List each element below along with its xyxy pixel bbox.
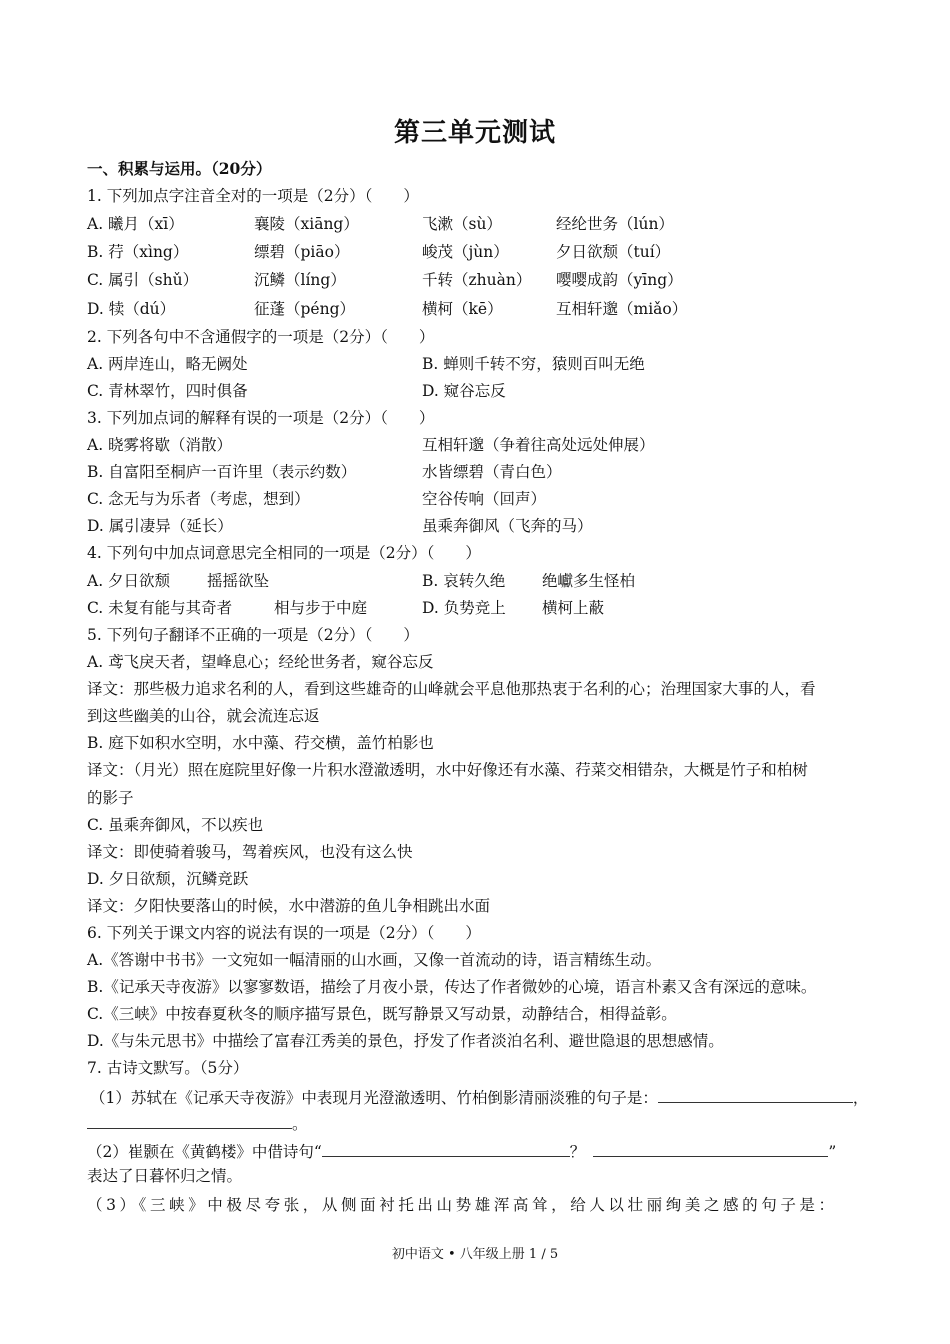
q7-part-1-cont [87, 1113, 308, 1134]
q3-option: D. 属引凄异（延长） [87, 517, 233, 535]
q1-option: D. 犊（dú） [87, 300, 176, 318]
q5-translation-a-2: 到这些幽美的山谷，就会流连忘返 [87, 707, 320, 725]
q6-option-c: C.《三峡》中按春夏秋冬的顺序描写景色，既写静景又写动景，动静结合，相得益彰。 [87, 1005, 677, 1023]
question-6-stem: 6. 下列关于课文内容的说法有误的一项是（2分）（ ） [87, 924, 481, 942]
q6-option-a: A.《答谢中书书》一文宛如一幅清丽的山水画，又像一首流动的诗，语言精练生动。 [87, 951, 662, 969]
q2-option-c: C. 青林翠竹，四时俱备 [87, 382, 248, 400]
q5-translation-a-1: 译文：那些极力追求名利的人，看到这些雄奇的山峰就会平息他那热衷于名利的心；治理国家大事的人，看 [87, 680, 816, 698]
question-3-stem: 3. 下列加点词的解释有误的一项是（2分）（ ） [87, 409, 435, 427]
question-4-stem: 4. 下列句中加点词意思完全相同的一项是（2分）（ ） [87, 544, 481, 562]
answer-blank[interactable] [322, 1141, 570, 1157]
q7-part-2-close: ” [828, 1143, 837, 1161]
q6-option-b: B.《记承天寺夜游》以寥寥数语，描绘了月夜小景，传达了作者微妙的心境，语言朴素又含有深远的意味。 [87, 978, 817, 996]
q1-option: A. 曦月（xī） [87, 215, 184, 233]
q3-option-right: 互相轩邈（争着往高处远处伸展） [422, 436, 655, 454]
q7-part-3: （3）《三峡》中极尽夸张，从侧面衬托出山势雄浑高耸，给人以壮丽绚美之感的句子是： [87, 1196, 838, 1214]
q7-part-1-end: 。 [292, 1115, 308, 1133]
q1-option: 夕日欲颓（tuí） [556, 243, 671, 261]
q2-option-b: B. 蝉则千转不穷，猿则百叫无绝 [422, 355, 645, 373]
q1-option: B. 荇（xìng） [87, 243, 189, 261]
q4-option-c2: 相与步于中庭 [274, 599, 368, 617]
q1-option: 沉鳞（líng） [254, 271, 346, 289]
q4-option-a2: 摇摇欲坠 [207, 572, 270, 590]
q1-option: 飞漱（sù） [422, 215, 502, 233]
q1-option: 横柯（kē） [422, 300, 503, 318]
q4-option-d1: D. 负势竞上 [422, 599, 506, 617]
q1-option: 征蓬（péng） [254, 300, 356, 318]
q3-option: A. 晓雾将歇（消散） [87, 436, 233, 454]
q5-translation-b-1: 译文：（月光）照在庭院里好像一片积水澄澈透明，水中好像还有水藻、荇菜交相错杂，大概是竹子和柏树 [87, 761, 808, 779]
page-footer: 初中语文 • 八年级上册 1 / 5 [391, 1247, 559, 1262]
question-1-stem: 1. 下列加点字注音全对的一项是（2分）（ ） [87, 187, 419, 205]
q1-option: 峻茂（jùn） [422, 243, 509, 261]
q4-option-d2: 横柯上蔽 [542, 599, 605, 617]
page-title: 第三单元测试 [393, 118, 556, 148]
q5-option-c: C. 虽乘奔御风，不以疾也 [87, 816, 264, 834]
q3-option-right: 水皆缥碧（青白色） [422, 463, 562, 481]
q5-option-a: A. 鸢飞戾天者，望峰息心；经纶世务者，窥谷忘反 [87, 653, 434, 671]
q4-option-a1: A. 夕日欲颓 [87, 572, 171, 590]
q3-option: C. 念无与为乐者（考虑，想到） [87, 490, 310, 508]
q5-translation-b-2: 的影子 [87, 789, 134, 807]
q3-option: B. 自富阳至桐庐一百许里（表示约数） [87, 463, 357, 481]
q2-option-d: D. 窥谷忘反 [422, 382, 506, 400]
answer-blank[interactable] [658, 1087, 853, 1103]
question-7-stem: 7. 古诗文默写。（5分） [87, 1059, 249, 1077]
question-2-stem: 2. 下列各句中不含通假字的一项是（2分）（ ） [87, 328, 435, 346]
q7-part-1-comma: ， [852, 1089, 869, 1107]
q4-option-c1: C. 未复有能与其奇者 [87, 599, 233, 617]
q4-option-b2: 绝巘多生怪柏 [542, 572, 636, 590]
q1-option: 嘤嘤成韵（yīng） [556, 271, 683, 289]
q7-part-2-text: （2）崔颢在《黄鹤楼》中借诗句“ [87, 1143, 322, 1161]
q7-part-1-text: （1）苏轼在《记承天寺夜游》中表现月光澄澈透明、竹柏倒影清丽淡雅的句子是： [90, 1089, 658, 1107]
q3-option-right: 虽乘奔御风（飞奔的马） [422, 517, 593, 535]
q5-translation-c: 译文：即使骑着骏马，驾着疾风，也没有这么快 [87, 843, 413, 861]
q2-option-a: A. 两岸连山，略无阙处 [87, 355, 248, 373]
q4-option-b1: B. 哀转久绝 [422, 572, 506, 590]
answer-blank[interactable] [87, 1113, 292, 1129]
q7-part-2-q: ？ [569, 1143, 586, 1161]
q7-part-2-b: 表达了日暮怀归之情。 [87, 1167, 243, 1185]
section-heading: 一、积累与运用。（20分） [87, 159, 272, 178]
answer-blank[interactable] [593, 1141, 828, 1157]
q1-option: 经纶世务（lún） [556, 215, 674, 233]
q1-option: 襄陵（xiāng） [254, 215, 359, 233]
q5-option-d: D. 夕日欲颓，沉鳞竞跃 [87, 870, 249, 888]
q1-option: C. 属引（shǔ） [87, 271, 199, 289]
question-5-stem: 5. 下列句子翻译不正确的一项是（2分）（ ） [87, 626, 419, 644]
q7-part-2 [87, 1141, 836, 1162]
q6-option-d: D.《与朱元思书》中描绘了富春江秀美的景色，抒发了作者淡泊名利、避世隐退的思想感情。 [87, 1032, 724, 1050]
q1-option: 千转（zhuàn） [422, 271, 532, 289]
q5-translation-d: 译文：夕阳快要落山的时候，水中潜游的鱼儿争相跳出水面 [87, 897, 491, 915]
q5-option-b: B. 庭下如积水空明，水中藻、荇交横，盖竹柏影也 [87, 734, 434, 752]
q1-option: 互相轩邈（miǎo） [556, 300, 688, 318]
q7-part-1 [90, 1087, 868, 1108]
q1-option: 缥碧（piāo） [254, 243, 350, 261]
q3-option-right: 空谷传响（回声） [422, 490, 547, 508]
